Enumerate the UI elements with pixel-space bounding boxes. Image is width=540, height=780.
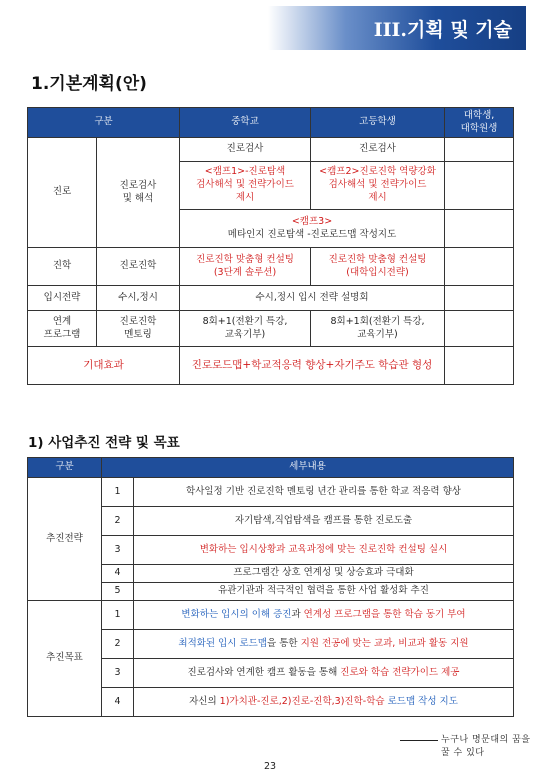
goal-text [134,630,514,659]
camp1-cell [180,162,311,210]
strategy-text: 변화하는 입시상황과 교육과정에 맞는 진로진학 컨설팅 실시 [134,536,514,565]
chapter-title: III.기획 및 기술 [373,19,512,41]
header-category: 구분 [28,108,180,138]
table-row [28,311,514,347]
admission-sub: 수시,정시 [97,286,180,311]
row-number: 5 [102,583,134,601]
empty-cell [445,210,514,248]
header-high-school: 고등학생 [311,108,445,138]
goal-part: 을 통한 [267,637,301,649]
goal-text [134,601,514,630]
advance-mid: 진로진학 맞춤형 컨설팅 (3단계 솔루션) [180,248,311,286]
advance-category: 진학 [28,248,97,286]
program-high: 8회+1회(전환기 특강, 교육기부) [311,311,445,347]
program-mid: 8회+1(전환기 특강, 교육기부) [180,311,311,347]
camp3-title: <캠프3> [291,215,333,227]
career-sub: 진로검사 및 해석 [97,138,180,248]
goal-part: 과 [291,608,304,620]
effect-label: 기대효과 [28,347,180,385]
goal-part: 1)가치관-진로,2)진로-진학,3)진학-학습 [219,695,385,707]
camp2-text: <캠프2>진로진학 역량강화 검사해석 및 전략가이드 제시 [319,166,436,203]
header-category: 구분 [28,458,102,478]
goal-text [134,659,514,688]
goal-part: 연계성 프로그램을 통한 학습 동기 부여 [303,608,466,620]
strategy-text: 프로그램간 상호 연계성 및 상승효과 극대화 [134,565,514,583]
camp2-cell [311,162,445,210]
footer-slogan: 누구나 명문대의 꿈을 꿀 수 있다 [441,735,531,758]
header-university: 대학생, 대학원생 [445,108,514,138]
table-header-row [28,108,514,138]
admission-category: 입시전략 [28,286,97,311]
career-test-high: 진로검사 [311,138,445,162]
admission-content: 수시,정시 입시 전략 설명회 [180,286,445,311]
empty-cell [445,311,514,347]
section-title: 1.기본계획(안) [31,74,147,94]
empty-cell [445,347,514,385]
advance-sub: 진로진학 [97,248,180,286]
career-category: 진로 [28,138,97,248]
goal-label: 추진목표 [28,601,102,717]
row-number: 1 [102,478,134,507]
strategy-text: 학사일정 기반 진로진학 멘토링 년간 관리를 통한 학교 적응력 향상 [134,478,514,507]
empty-cell [445,162,514,210]
camp3-cell [180,210,445,248]
goal-part: 진로와 학습 전략가이드 제공 [340,666,460,678]
row-number: 1 [102,601,134,630]
table-row [28,347,514,385]
header-banner [268,6,526,50]
strategy-text: 자기탐색,직업탐색을 캠프를 통한 진로도출 [134,507,514,536]
goal-text [134,688,514,717]
table-row [28,478,514,507]
goal-part: 변화하는 입시의 이해 증진 [181,608,292,620]
header-middle-school: 중학교 [180,108,311,138]
goal-part: 최적화된 입시 로드맵 [178,637,268,649]
table-header-row [28,458,514,478]
subsection-title: 1) 사업추진 전략 및 목표 [28,435,180,451]
advance-high: 진로진학 맞춤형 컨설팅 (대학입시전략) [311,248,445,286]
program-sub: 진로진학 멘토링 [97,311,180,347]
footer-divider [400,740,438,741]
table-row [28,286,514,311]
empty-cell [445,138,514,162]
camp1-text: <캠프1>-진로탐색 검사해석 및 전략가이드 제시 [196,166,294,203]
row-number: 3 [102,536,134,565]
row-number: 4 [102,565,134,583]
goal-part: 진로검사와 연계한 캠프 활동을 통해 [187,666,341,678]
goal-part: 자신의 [189,695,220,707]
program-category: 연계 프로그램 [28,311,97,347]
row-number: 2 [102,507,134,536]
table-row [28,138,514,162]
empty-cell [445,248,514,286]
career-test-mid: 진로검사 [180,138,311,162]
page-number: 23 [263,761,277,772]
table-row [28,248,514,286]
strategy-text: 유관기관과 적극적인 협력을 통한 사업 활성화 추진 [134,583,514,601]
empty-cell [445,286,514,311]
table-row [28,601,514,630]
strategy-table [27,457,514,717]
goal-part: 지원 전공에 맞는 교과, 비교과 활동 지원 [300,637,469,649]
row-number: 2 [102,630,134,659]
strategy-label: 추진전략 [28,478,102,601]
camp3-desc: 메타인지 진로탐색 -진로로드맵 작성지도 [227,228,397,240]
basic-plan-table [27,107,514,385]
row-number: 3 [102,659,134,688]
row-number: 4 [102,688,134,717]
header-details: 세부내용 [102,458,514,478]
goal-part: 로드맵 작성 지도 [387,695,458,707]
effect-content: 진로로드맵+학교적응력 향상+자기주도 학습관 형성 [180,347,445,385]
